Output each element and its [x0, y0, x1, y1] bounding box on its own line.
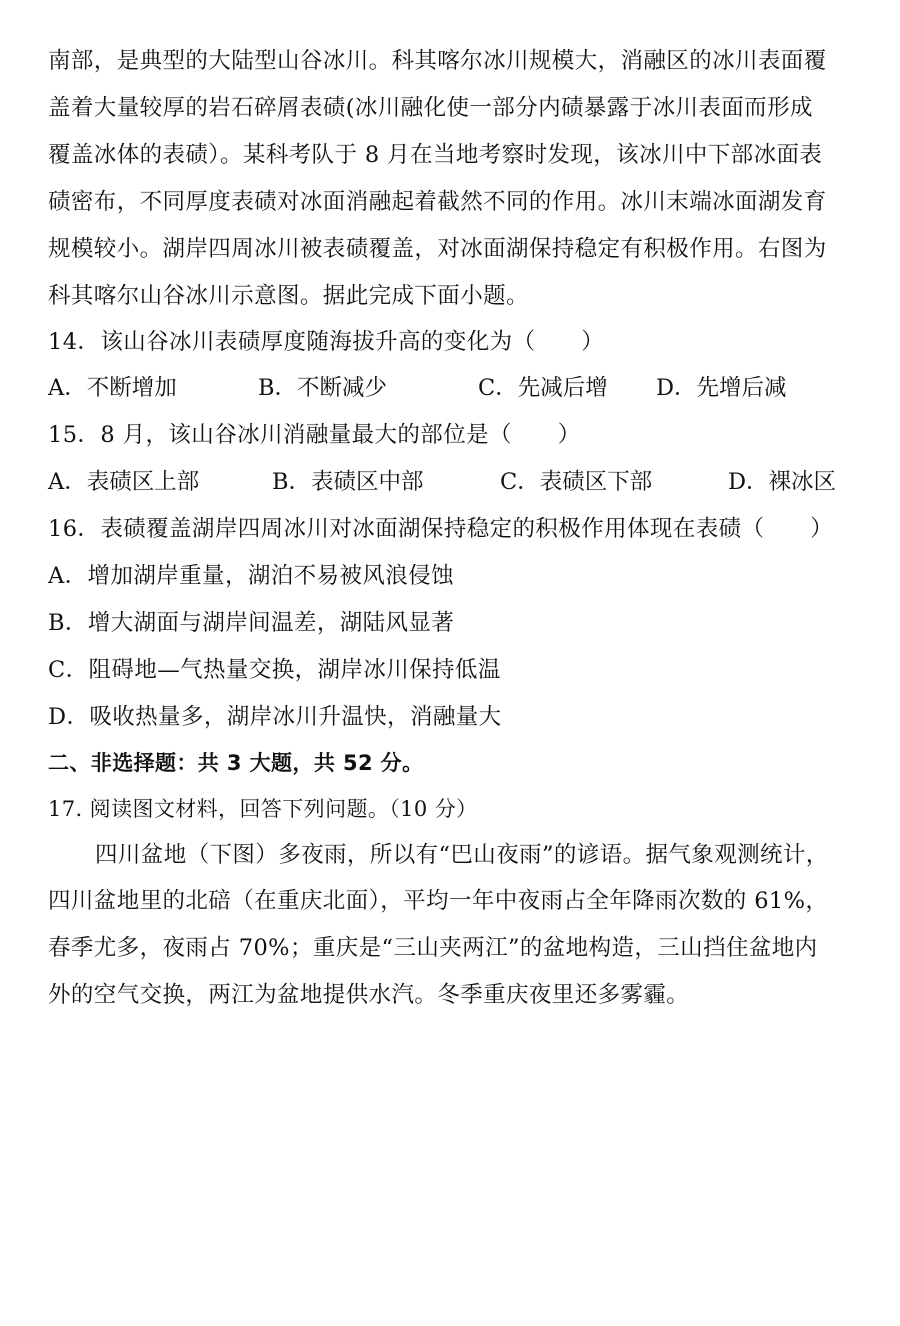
passage-line: 科其喀尔山谷冰川示意图。据此完成下面小题。 — [48, 283, 529, 309]
question-15-stem: 15．8 月，该山谷冰川消融量最大的部位是（ ） — [48, 422, 581, 448]
passage-line: 覆盖冰体的表碛）。某科考队于 8 月在当地考察时发现，该冰川中下部冰面表 — [48, 142, 823, 168]
question-14-stem: 14．该山谷冰川表碛厚度随海拔升高的变化为（ ） — [48, 329, 605, 355]
question-16-option-a: A．增加湖岸重量，湖泊不易被风浪侵蚀 — [48, 563, 454, 589]
question-15-option-d: D．裸冰区 — [728, 469, 837, 495]
material-line: 四川盆地（下图）多夜雨，所以有“巴山夜雨”的谚语。据气象观测统计， — [95, 842, 829, 868]
question-16-option-c: C．阻碍地—气热量交换，湖岸冰川保持低温 — [48, 657, 501, 683]
question-16-option-b: B．增大湖面与湖岸间温差，湖陆风显著 — [48, 610, 455, 636]
material-line: 春季尤多，夜雨占 70%；重庆是“三山夹两江”的盆地构造，三山挡住盆地内 — [48, 935, 818, 961]
question-14-option-d: D．先增后减 — [656, 375, 787, 401]
question-15-option-c: C．表碛区下部 — [500, 469, 653, 495]
passage-line: 碛密布，不同厚度表碛对冰面消融起着截然不同的作用。冰川末端冰面湖发育 — [48, 189, 827, 215]
question-17-stem: 17. 阅读图文材料，回答下列问题。（10 分） — [48, 797, 478, 821]
material-line: 外的空气交换，两江为盆地提供水汽。冬季重庆夜里还多雾霾。 — [48, 982, 690, 1008]
question-15-option-a: A．表碛区上部 — [48, 469, 200, 495]
question-14-option-c: C．先减后增 — [478, 375, 608, 401]
material-line: 四川盆地里的北碚（在重庆北面），平均一年中夜雨占全年降雨次数的 61%， — [48, 888, 829, 914]
passage-line: 盖着大量较厚的岩石碎屑表碛(冰川融化使一部分内碛暴露于冰川表面而形成 — [48, 95, 813, 121]
passage-line: 南部，是典型的大陆型山谷冰川。科其喀尔冰川规模大，消融区的冰川表面覆 — [48, 48, 827, 74]
question-14-option-b: B．不断减少 — [258, 375, 388, 401]
passage-line: 规模较小。湖岸四周冰川被表碛覆盖，对冰面湖保持稳定有积极作用。右图为 — [48, 236, 827, 262]
question-14-option-a: A．不断增加 — [48, 375, 177, 401]
question-16-option-d: D．吸收热量多，湖岸冰川升温快，消融量大 — [48, 704, 502, 730]
question-15-option-b: B．表碛区中部 — [272, 469, 424, 495]
question-16-stem: 16．表碛覆盖湖岸四周冰川对冰面湖保持稳定的积极作用体现在表碛（ ） — [48, 516, 834, 542]
section-2-heading: 二、非选择题：共 3 大题，共 52 分。 — [48, 751, 424, 775]
